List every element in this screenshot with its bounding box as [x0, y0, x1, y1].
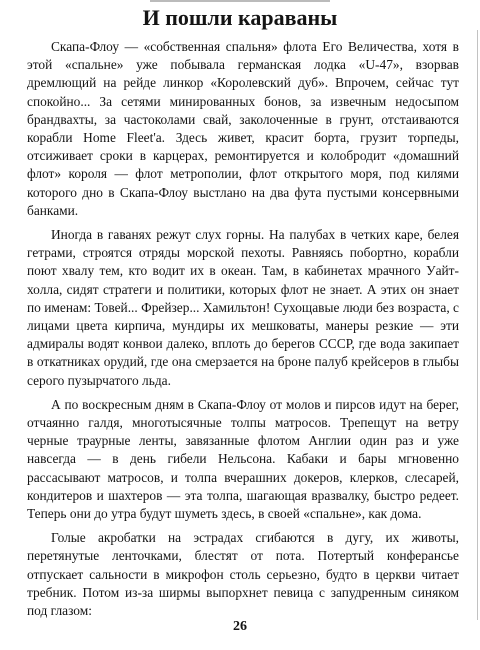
page-number: 26 — [233, 619, 247, 634]
paragraph-2: Иногда в гаванях режут слух горны. На палубах в четких каре, белея гетрами, строятся отряды морской пехоты. Равняясь побортно, корабли поют хвалу тем, кто водит их в океан. Там, в кабинетах мрачного Уайт-холла, сидят стратеги и политики, которых флот не знает. А этих он знает по именам: Товей... Фрейзер... Хамильтон! Сухощавые люди без возраста, с лицами цвета кирпича, мундиры их мешковаты, манеры резкие — эти адмиралы водят конвои далеко, вплоть до берегов СССР, где вода закипает в откатниках орудий, где она смерзается на броне палуб крейсеров в глыбы серого пузырчатого льда. — [27, 227, 459, 388]
chapter-title: И пошли караваны — [142, 5, 338, 30]
paragraph-1: Скапа-Флоу — «собственная спальня» флота Его Величества, хотя в этой «спальне» уже побывала германская лодка «U-47», взорвав дремлющий на рейде линкор «Королевский дуб». Впрочем, сейчас тут спокойно... За сетями минированных бонов, за извечным недосыпом брандвахты, за частоколами свай, заколоченные в грунт, отстаиваются корабли Home Fleet'a. Здесь живет, красит борта, грузит торпеды, отсиживает сроки в карцерах, ремонтируется и колобродит «домашний флот» короля — флот метрополии, флот открытого моря, под килями которого дно в Скапа-Флоу выстлано на два фута пустыми консервными банками. — [27, 39, 459, 218]
top-edge-line — [150, 0, 330, 2]
paragraph-4: Голые акробатки на эстрадах сгибаются в дугу, их животы, перетянутые ленточками, блестят от пота. Потертый конферансье отпускает сальности в микрофон столь серьезно, будто в церкви читает требник. Потом из-за ширмы выпорхнет певица с запудренным синяком под глазом: — [27, 530, 459, 619]
page-edge-shadow — [477, 30, 478, 620]
body-text — [27, 38, 459, 626]
paragraph-3: А по воскресным дням в Скапа-Флоу от молов и пирсов идут на берег, отчаянно галдя, многотысячные толпы матросов. Трепещут на ветру черные траурные ленты, завязанные флотом Англии один раз и уже навсегда — в день гибели Нельсона. Кабаки и бары мгновенно рассасывают матросов, и толпа вчерашних докеров, клерков, слесарей, кондитеров и шахтеров — эта толпа, шагающая вразвалку, быстро редеет. Теперь они до утра будут шуметь здесь, в своей «спальне», как дома. — [27, 396, 459, 522]
